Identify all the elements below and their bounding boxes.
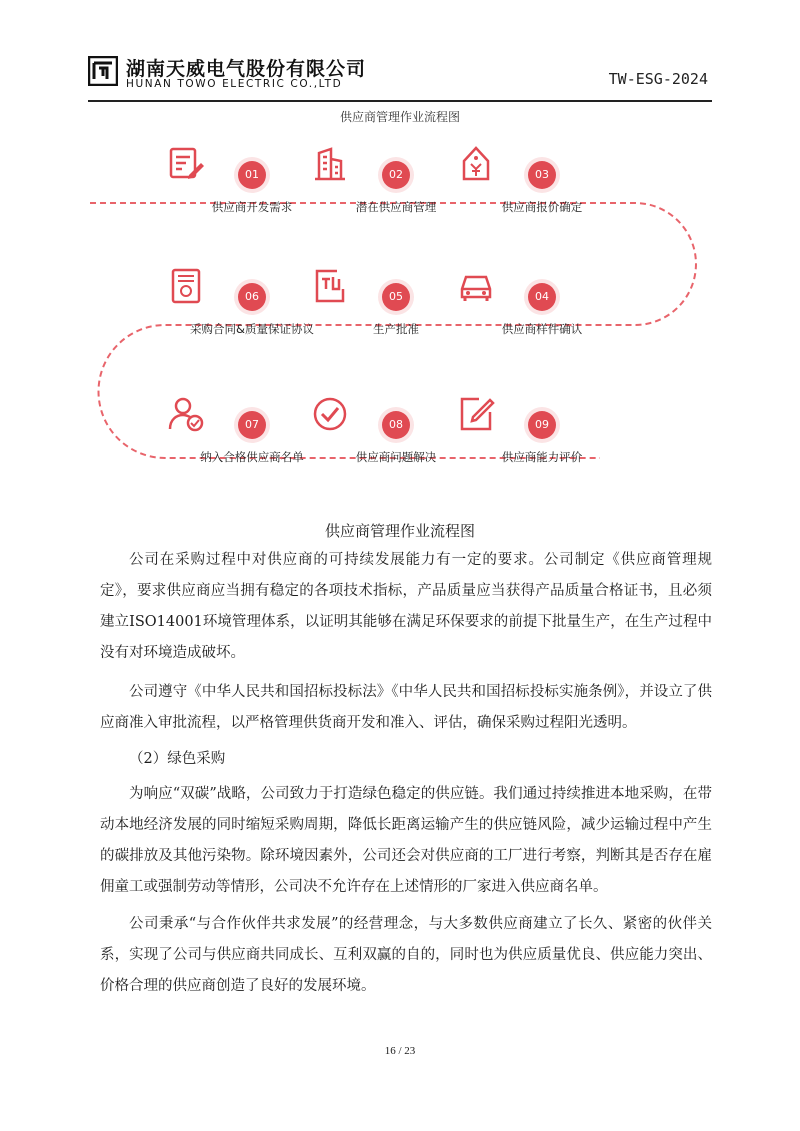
certificate-icon bbox=[167, 267, 205, 305]
step-number-badge: 01 bbox=[238, 161, 266, 189]
step-number-badge: 06 bbox=[238, 283, 266, 311]
page-number: 16 / 23 bbox=[384, 1045, 416, 1057]
document-code: TW-ESG-2024 bbox=[608, 70, 708, 88]
company-name-en: HUNAN TOWO ELECTRIC CO.,LTD bbox=[126, 78, 343, 90]
flow-step-03 bbox=[457, 145, 627, 215]
step-label: 供应商问题解决 bbox=[355, 450, 437, 464]
flow-step-08 bbox=[311, 395, 481, 465]
step-label: 采购合同&质量保证协议 bbox=[190, 322, 314, 336]
pencil-paper-icon bbox=[457, 395, 495, 433]
check-circle-icon bbox=[311, 395, 349, 433]
flow-step-09 bbox=[457, 395, 627, 465]
step-number-badge: 02 bbox=[382, 161, 410, 189]
step-number-badge: 08 bbox=[382, 411, 410, 439]
company-name-cn: 湖南天威电气股份有限公司 bbox=[126, 58, 367, 80]
paragraph-supplier-requirements: 公司在采购过程中对供应商的可持续发展能力有一定的要求。公司制定《供应商管理规定》，要求供应商应当拥有稳定的各项技术指标，产品质量应当获得产品质量合格证书，且必须建立ISO14001环境管理体系，以证明其能够在满足环保要求的前提下批量生产，在生产过程中没有对环境造成破坏。 bbox=[100, 552, 712, 661]
flow-step-04 bbox=[457, 267, 627, 337]
step-label: 纳入合格供应商名单 bbox=[200, 450, 304, 464]
flowchart-title: 供应商管理作业流程图 bbox=[339, 110, 460, 124]
flow-step-06 bbox=[167, 267, 337, 337]
document-edit-icon bbox=[167, 145, 205, 183]
building-icon bbox=[311, 145, 349, 183]
flow-step-02 bbox=[311, 145, 481, 215]
paragraph-bidding-law: 公司遵守《中华人民共和国招标投标法》《中华人民共和国招标投标实施条例》，并设立了供应商准入审批流程，以严格管理供货商开发和准入、评估，确保采购过程阳光透明。 bbox=[100, 684, 712, 731]
step-label: 潜在供应商管理 bbox=[355, 200, 437, 214]
step-number-badge: 05 bbox=[382, 283, 410, 311]
step-label: 供应商开发需求 bbox=[211, 200, 293, 214]
step-number-badge: 09 bbox=[528, 411, 556, 439]
step-number-badge: 03 bbox=[528, 161, 556, 189]
step-number-badge: 04 bbox=[528, 283, 556, 311]
user-check-icon bbox=[167, 395, 205, 433]
company-logo-icon bbox=[88, 56, 118, 86]
price-tag-icon bbox=[457, 145, 495, 183]
page-header bbox=[88, 52, 708, 100]
step-label: 生产批准 bbox=[373, 322, 419, 336]
header-divider bbox=[88, 100, 712, 102]
section-subheading: （2）绿色采购 bbox=[129, 751, 226, 767]
figure-caption: 供应商管理作业流程图 bbox=[324, 522, 475, 540]
step-number-badge: 07 bbox=[238, 411, 266, 439]
paragraph-green-procurement: 为响应“双碳”战略，公司致力于打造绿色稳定的供应链。我们通过持续推进本地采购，在带动本地经济发展的同时缩短采购周期，降低长距离运输产生的供应链风险，减少运输过程中产生的碳排放及其他污染物。除环境因素外，公司还会对供应商的工厂进行考察，判断其是否存在雇佣童工或强制劳动等情形，公司决不允许存在上述情形的厂家进入供应商名单。 bbox=[100, 786, 712, 895]
step-label: 供应商样件确认 bbox=[501, 322, 583, 336]
step-label: 供应商能力评价 bbox=[501, 450, 583, 464]
supplier-flowchart bbox=[80, 105, 720, 515]
step-label: 供应商报价确定 bbox=[501, 200, 583, 214]
paragraph-partnership: 公司秉承“与合作伙伴共求发展”的经营理念，与大多数供应商建立了长久、紧密的伙伴关系，实现了公司与供应商共同成长、互利双赢的自的，同时也为供应质量优良、供应能力突出、价格合理的供应商创造了良好的发展环境。 bbox=[100, 916, 712, 994]
